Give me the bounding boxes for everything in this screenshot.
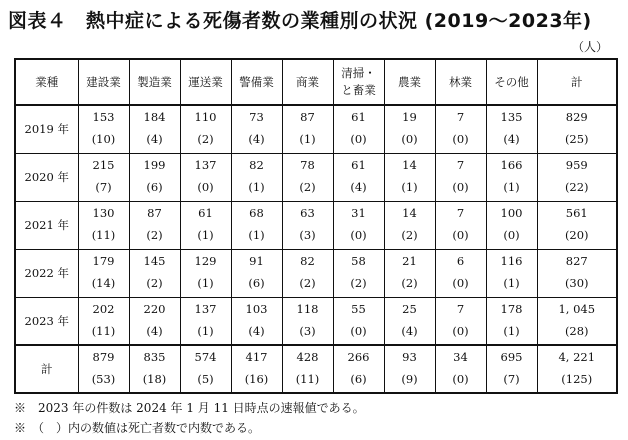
case-count: 58 — [351, 254, 366, 269]
table-cell — [333, 345, 384, 393]
table-cell — [231, 249, 282, 297]
footnote-deaths: ※ （ ）内の数値は死亡者数で内数である。 — [14, 421, 261, 435]
table-cell — [486, 201, 537, 249]
death-count: (2) — [401, 276, 418, 290]
table-cell — [78, 297, 129, 345]
table-cell — [537, 345, 617, 393]
table-cell — [78, 153, 129, 201]
death-count: (4) — [248, 323, 265, 338]
death-count: (6) — [350, 372, 367, 386]
death-count: (0) — [503, 228, 520, 242]
table-cell — [384, 153, 435, 201]
case-count: 116 — [500, 254, 523, 269]
death-count: (10) — [91, 132, 116, 147]
case-count: 4, 221 — [558, 350, 596, 365]
case-count: 73 — [249, 110, 264, 125]
row-label: 2021 年 — [15, 201, 78, 249]
table-cell — [333, 201, 384, 249]
table-cell — [78, 105, 129, 153]
table-cell — [333, 153, 384, 201]
case-count: 184 — [143, 110, 166, 125]
row-label: 2023 年 — [15, 297, 78, 345]
table-cell — [537, 201, 617, 249]
case-count: 199 — [143, 158, 166, 173]
case-count: 827 — [565, 254, 588, 269]
death-count: (53) — [91, 372, 116, 386]
death-count: (11) — [91, 323, 116, 338]
case-count: 68 — [249, 206, 264, 221]
case-count: 137 — [194, 158, 217, 173]
table-cell — [384, 297, 435, 345]
row-label: 2020 年 — [15, 153, 78, 201]
row-label: 2022 年 — [15, 249, 78, 297]
case-count: 417 — [245, 350, 268, 365]
death-count: (4) — [350, 180, 367, 194]
header-cell: 建設業 — [78, 59, 129, 105]
case-count: 82 — [249, 158, 264, 173]
case-count: 78 — [300, 158, 315, 173]
case-count: 145 — [143, 254, 166, 269]
table-cell — [129, 153, 180, 201]
death-count: (0) — [350, 132, 367, 147]
table-cell — [78, 345, 129, 393]
header-cell: 農業 — [384, 59, 435, 105]
header-cell: その他 — [486, 59, 537, 105]
header-cell: 商業 — [282, 59, 333, 105]
table-row — [15, 297, 617, 345]
case-count: 87 — [147, 206, 162, 221]
table-header-row — [15, 59, 617, 105]
table-cell — [384, 345, 435, 393]
case-count: 82 — [300, 254, 315, 269]
case-count: 25 — [402, 301, 417, 316]
table-cell — [435, 153, 486, 201]
case-count: 135 — [500, 110, 523, 125]
death-count: (0) — [401, 132, 418, 147]
case-count: 166 — [500, 158, 523, 173]
table-cell — [78, 201, 129, 249]
table-cell — [384, 201, 435, 249]
case-count: 14 — [402, 206, 417, 221]
death-count: (2) — [197, 132, 214, 147]
death-count: (6) — [248, 276, 265, 290]
table-cell — [180, 201, 231, 249]
table-row — [15, 153, 617, 201]
header-industry: 業種 — [15, 59, 78, 105]
table-cell — [231, 105, 282, 153]
table-row — [15, 249, 617, 297]
death-count: (3) — [299, 228, 316, 242]
case-count: 19 — [402, 110, 417, 125]
death-count: (4) — [146, 132, 163, 147]
case-count: 61 — [198, 206, 213, 221]
table-cell — [537, 105, 617, 153]
table-cell — [384, 105, 435, 153]
death-count: (11) — [295, 372, 320, 386]
death-count: (5) — [197, 372, 214, 386]
case-count: 6 — [456, 254, 465, 269]
case-count: 179 — [92, 254, 115, 269]
case-count: 7 — [456, 206, 465, 221]
case-count: 31 — [351, 206, 366, 221]
case-count: 55 — [351, 301, 366, 316]
case-count: 7 — [456, 158, 465, 173]
death-count: (1) — [503, 323, 520, 338]
case-count: 153 — [92, 110, 115, 125]
table-cell — [537, 249, 617, 297]
case-count: 129 — [194, 254, 217, 269]
death-count: (4) — [248, 132, 265, 147]
case-count: 1, 045 — [558, 301, 596, 316]
table-cell — [282, 201, 333, 249]
table-cell — [282, 105, 333, 153]
table-total-row — [15, 345, 617, 393]
footnote-preliminary: ※ 2023 年の件数は 2024 年 1 月 11 日時点の速報値である。 — [14, 401, 365, 415]
case-count: 835 — [143, 350, 166, 365]
case-count: 428 — [296, 350, 319, 365]
table-cell — [384, 249, 435, 297]
table-cell — [231, 297, 282, 345]
case-count: 63 — [300, 206, 315, 221]
header-cell: 計 — [537, 59, 617, 105]
case-count: 829 — [565, 110, 588, 125]
case-count: 91 — [249, 254, 264, 269]
case-count: 574 — [194, 350, 217, 365]
table-cell — [486, 153, 537, 201]
death-count: (2) — [299, 180, 316, 194]
death-count: (1) — [503, 276, 520, 290]
death-count: (0) — [452, 323, 469, 338]
table-cell — [486, 105, 537, 153]
case-count: 220 — [143, 301, 166, 316]
death-count: (14) — [91, 276, 116, 290]
table-cell — [537, 297, 617, 345]
death-count: (1) — [197, 228, 214, 242]
table-cell — [129, 345, 180, 393]
table-cell — [282, 153, 333, 201]
table-cell — [180, 105, 231, 153]
death-count: (0) — [452, 372, 469, 386]
death-count: (7) — [503, 372, 520, 386]
death-count: (28) — [564, 323, 589, 338]
death-count: (22) — [564, 180, 589, 194]
figure-title: 図表４ 熱中症による死傷者数の業種別の状況 (2019〜2023年) — [8, 10, 592, 32]
row-label: 計 — [15, 345, 78, 393]
table-cell — [129, 249, 180, 297]
death-count: (2) — [146, 228, 163, 242]
table-cell — [282, 249, 333, 297]
header-cell: 清掃・ と畜業 — [333, 59, 384, 105]
death-count: (0) — [452, 180, 469, 194]
death-count: (4) — [146, 323, 163, 338]
case-count: 695 — [500, 350, 523, 365]
table-cell — [231, 345, 282, 393]
death-count: (2) — [401, 228, 418, 242]
case-count: 61 — [351, 158, 366, 173]
death-count: (20) — [564, 228, 589, 242]
case-count: 21 — [402, 254, 417, 269]
death-count: (11) — [91, 228, 116, 242]
death-count: (1) — [503, 180, 520, 194]
case-count: 215 — [92, 158, 115, 173]
table-cell — [78, 249, 129, 297]
case-count: 202 — [92, 301, 115, 316]
case-count: 103 — [245, 301, 268, 316]
case-count: 7 — [456, 301, 465, 316]
death-count: (16) — [244, 372, 269, 386]
death-count: (7) — [95, 180, 112, 194]
header-cell: 運送業 — [180, 59, 231, 105]
table-cell — [282, 345, 333, 393]
table-cell — [282, 297, 333, 345]
death-count: (1) — [248, 180, 265, 194]
case-count: 959 — [565, 158, 588, 173]
death-count: (25) — [564, 132, 589, 147]
table-cell — [435, 249, 486, 297]
case-count: 100 — [500, 206, 523, 221]
case-count: 93 — [402, 350, 417, 365]
table-cell — [129, 297, 180, 345]
table-body — [15, 105, 617, 393]
table-cell — [435, 345, 486, 393]
case-count: 879 — [92, 350, 115, 365]
case-count: 118 — [296, 301, 319, 316]
case-count: 110 — [194, 110, 217, 125]
death-count: (1) — [299, 132, 316, 147]
death-count: (2) — [146, 276, 163, 290]
death-count: (0) — [197, 180, 214, 194]
death-count: (0) — [350, 228, 367, 242]
header-cell: 警備業 — [231, 59, 282, 105]
table-cell — [333, 105, 384, 153]
footnotes — [14, 398, 618, 438]
table-cell — [435, 201, 486, 249]
death-count: (0) — [452, 276, 469, 290]
row-label: 2019 年 — [15, 105, 78, 153]
table-row — [15, 105, 617, 153]
case-count: 178 — [500, 301, 523, 316]
death-count: (2) — [299, 276, 316, 290]
death-count: (1) — [197, 276, 214, 290]
casualties-table — [14, 58, 618, 394]
death-count: (0) — [452, 132, 469, 147]
case-count: 14 — [402, 158, 417, 173]
table-cell — [333, 297, 384, 345]
death-count: (0) — [350, 323, 367, 338]
death-count: (3) — [299, 323, 316, 338]
death-count: (1) — [401, 180, 418, 194]
table-cell — [231, 201, 282, 249]
table-cell — [435, 297, 486, 345]
case-count: 561 — [565, 206, 588, 221]
death-count: (1) — [197, 323, 214, 338]
case-count: 61 — [351, 110, 366, 125]
table-row — [15, 201, 617, 249]
table-cell — [231, 153, 282, 201]
table-cell — [486, 297, 537, 345]
case-count: 137 — [194, 301, 217, 316]
header-cell: 製造業 — [129, 59, 180, 105]
table-cell — [333, 249, 384, 297]
table-cell — [486, 249, 537, 297]
case-count: 87 — [300, 110, 315, 125]
death-count: (125) — [561, 372, 593, 386]
table-cell — [129, 201, 180, 249]
death-count: (4) — [401, 323, 418, 338]
death-count: (2) — [350, 276, 367, 290]
table-cell — [435, 105, 486, 153]
death-count: (0) — [452, 228, 469, 242]
death-count: (18) — [142, 372, 167, 386]
table-cell — [486, 345, 537, 393]
table-cell — [180, 297, 231, 345]
table-cell — [537, 153, 617, 201]
case-count: 7 — [456, 110, 465, 125]
death-count: (1) — [248, 228, 265, 242]
header-cell: 林業 — [435, 59, 486, 105]
case-count: 130 — [92, 206, 115, 221]
case-count: 266 — [347, 350, 370, 365]
table-cell — [129, 105, 180, 153]
table-cell — [180, 249, 231, 297]
death-count: (30) — [564, 276, 589, 290]
case-count: 34 — [453, 350, 468, 365]
death-count: (6) — [146, 180, 163, 194]
unit-label: （人） — [571, 40, 608, 54]
table-cell — [180, 345, 231, 393]
death-count: (4) — [503, 132, 520, 147]
table-cell — [180, 153, 231, 201]
death-count: (9) — [401, 372, 418, 386]
